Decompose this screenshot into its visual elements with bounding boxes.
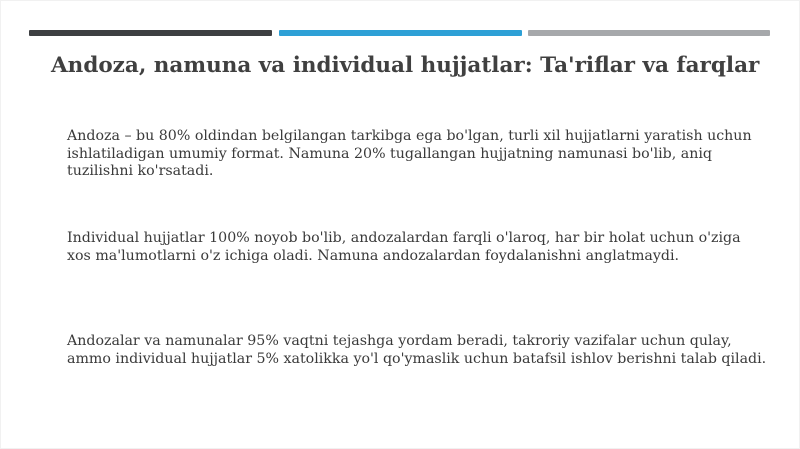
accent-bar-blue	[279, 30, 522, 36]
paragraph-definitions: Andoza – bu 80% oldindan belgilangan tarkibga ega bo'lgan, turli xil hujjatlarni yaratish uchun ishlatiladigan umumiy format. Namuna 20% tugallangan hujjatning namunasi bo'lib, aniq tuzilishni ko'rsatadi.	[67, 128, 752, 179]
slide-title: Andoza, namuna va individual hujjatlar: Ta'riflar va farqlar	[51, 53, 760, 78]
paragraph-time-saving: Andozalar va namunalar 95% vaqtni tejashga yordam beradi, takroriy vazifalar uchun qulay, ammo individual hujjatlar 5% xatolikka yo'l qo'ymaslik uchun batafsil ishlov berishni talab qiladi.	[67, 333, 767, 367]
paragraph-individual-documents: Individual hujjatlar 100% noyob bo'lib, andozalardan farqli o'laroq, har bir holat uchun o'ziga xos ma'lumotlarni o'z ichiga oladi. Namuna andozalardan foydalanishni anglatmaydi.	[67, 230, 741, 264]
accent-bar-dark	[29, 30, 272, 36]
accent-bar-gray	[528, 30, 770, 36]
